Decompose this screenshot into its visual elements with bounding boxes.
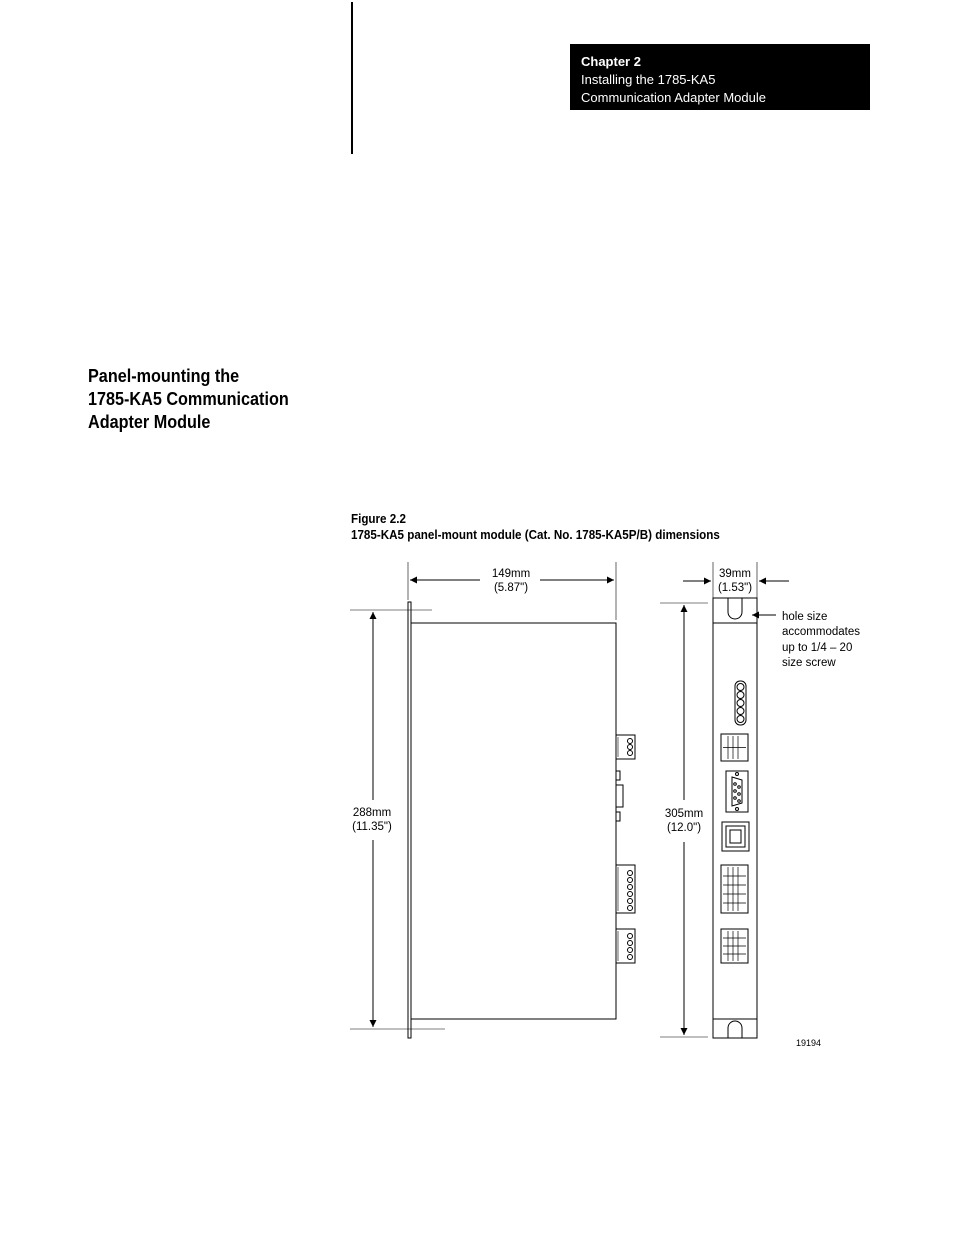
section-title-line3: Adapter Module [88, 412, 211, 432]
figure-caption-text: 1785-KA5 panel-mount module (Cat. No. 1785-KA5P/B) dimensions [351, 528, 720, 542]
section-title-line2: 1785-KA5 Communication [88, 389, 289, 409]
section-title-line1: Panel-mounting the [88, 366, 240, 386]
figure-id: 19194 [796, 1038, 822, 1048]
width-dim-mm: 149mm [491, 568, 531, 580]
figure-number: Figure 2.2 [351, 512, 406, 526]
height-front-in: (12.0") [666, 822, 702, 834]
height-side-in: (11.35") [352, 821, 392, 833]
hole-note-line2: accommodates [782, 626, 860, 638]
chapter-title-line1: Installing the 1785-KA5 [581, 72, 716, 87]
depth-dim-in: (1.53") [717, 582, 753, 594]
height-side-mm: 288mm [352, 807, 392, 819]
side-view [350, 562, 635, 1038]
chapter-title-line2: Communication Adapter Module [581, 90, 766, 105]
depth-dim-mm: 39mm [719, 568, 751, 580]
front-view [660, 562, 789, 1038]
hole-note-line1: hole size [782, 611, 828, 623]
hole-note-line4: size screw [782, 657, 836, 669]
chapter-label: Chapter 2 [581, 54, 641, 69]
height-front-mm: 305mm [664, 808, 704, 820]
width-dim-in: (5.87") [493, 582, 529, 594]
hole-note-line3: up to 1/4 – 20 [782, 642, 853, 654]
